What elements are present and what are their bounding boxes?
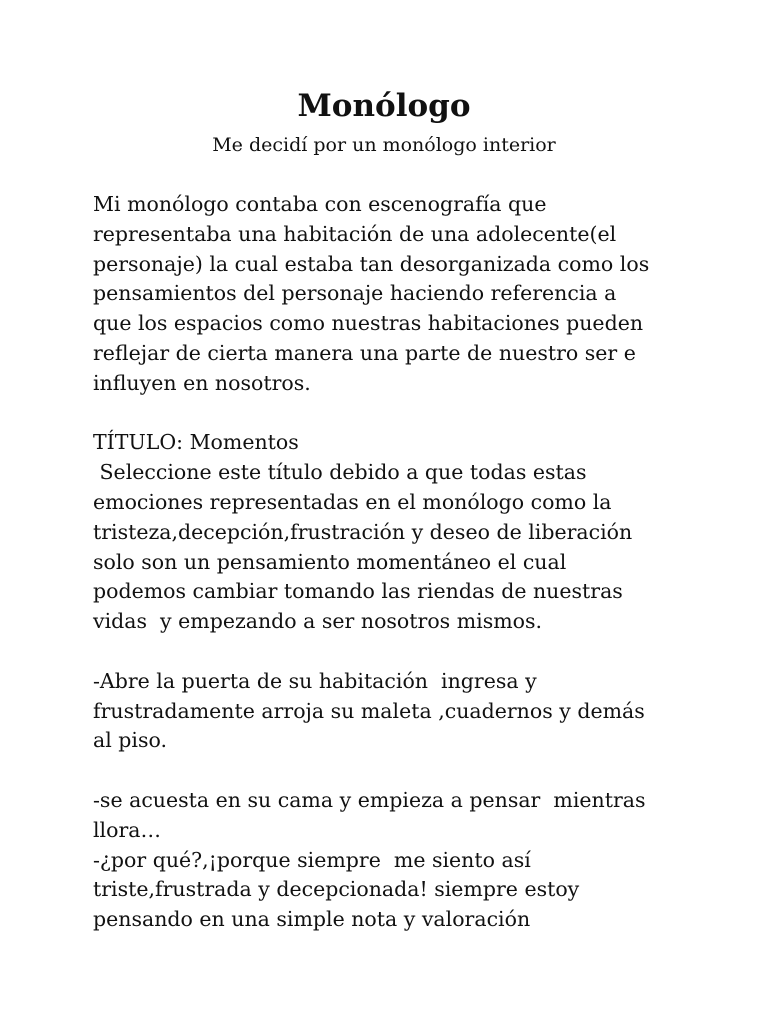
paragraph-gap [93, 756, 693, 786]
text-line: emociones representadas en el monólogo como la [93, 489, 612, 514]
paragraph-gap [93, 399, 693, 429]
text-line: triste,frustrada y decepcionada! siempre estoy [93, 877, 580, 902]
paragraph-scenography [93, 190, 693, 399]
text-line: frustradamente arroja su maleta ,cuadernos y demás [93, 698, 645, 723]
text-line: vidas y empezando a ser nosotros mismos. [93, 609, 543, 634]
text-line: representaba una habitación de una adolecente(el [93, 221, 617, 246]
section-title-heading [93, 428, 693, 458]
text-line: al piso. [93, 728, 167, 753]
text-line: pensamientos del personaje haciendo referencia a [93, 281, 617, 306]
text-line: Mi monólogo contaba con escenografía que [93, 192, 547, 216]
document-title: Monólogo [297, 88, 471, 124]
text-line: -Abre la puerta de su habitación ingresa y [93, 668, 537, 693]
paragraph-gap [93, 637, 693, 667]
text-line: -¿por qué?,¡porque siempre me siento así [93, 847, 531, 872]
text-line: influyen en nosotros. [93, 370, 311, 395]
text-line: que los espacios como nuestras habitaciones pueden [93, 311, 644, 336]
paragraph-stage-direction-2 [93, 786, 693, 935]
text-line: personaje) la cual estaba tan desorganizada como los [93, 251, 650, 276]
text-line: llora… [93, 817, 161, 842]
text-line: podemos cambiar tomando las riendas de nuestras [93, 579, 623, 604]
document-subtitle: Me decidí por un monólogo interior [212, 134, 556, 156]
text-line: -se acuesta en su cama y empieza a pensar mientras [93, 787, 646, 812]
paragraph-stage-direction-1 [93, 667, 693, 756]
title-heading: TÍTULO: Momentos [93, 430, 299, 455]
text-line: Seleccione este título debido a que todas estas [93, 460, 587, 485]
text-line: solo son un pensamiento momentáneo el cual [93, 549, 567, 574]
text-line: reflejar de cierta manera una parte de nuestro ser e [93, 340, 636, 365]
text-line: pensando en una simple nota y valoración [93, 907, 531, 932]
document-body [93, 190, 693, 935]
paragraph-title-reason [93, 458, 693, 637]
text-line: tristeza,decepción,frustración y deseo de liberación [93, 519, 633, 544]
